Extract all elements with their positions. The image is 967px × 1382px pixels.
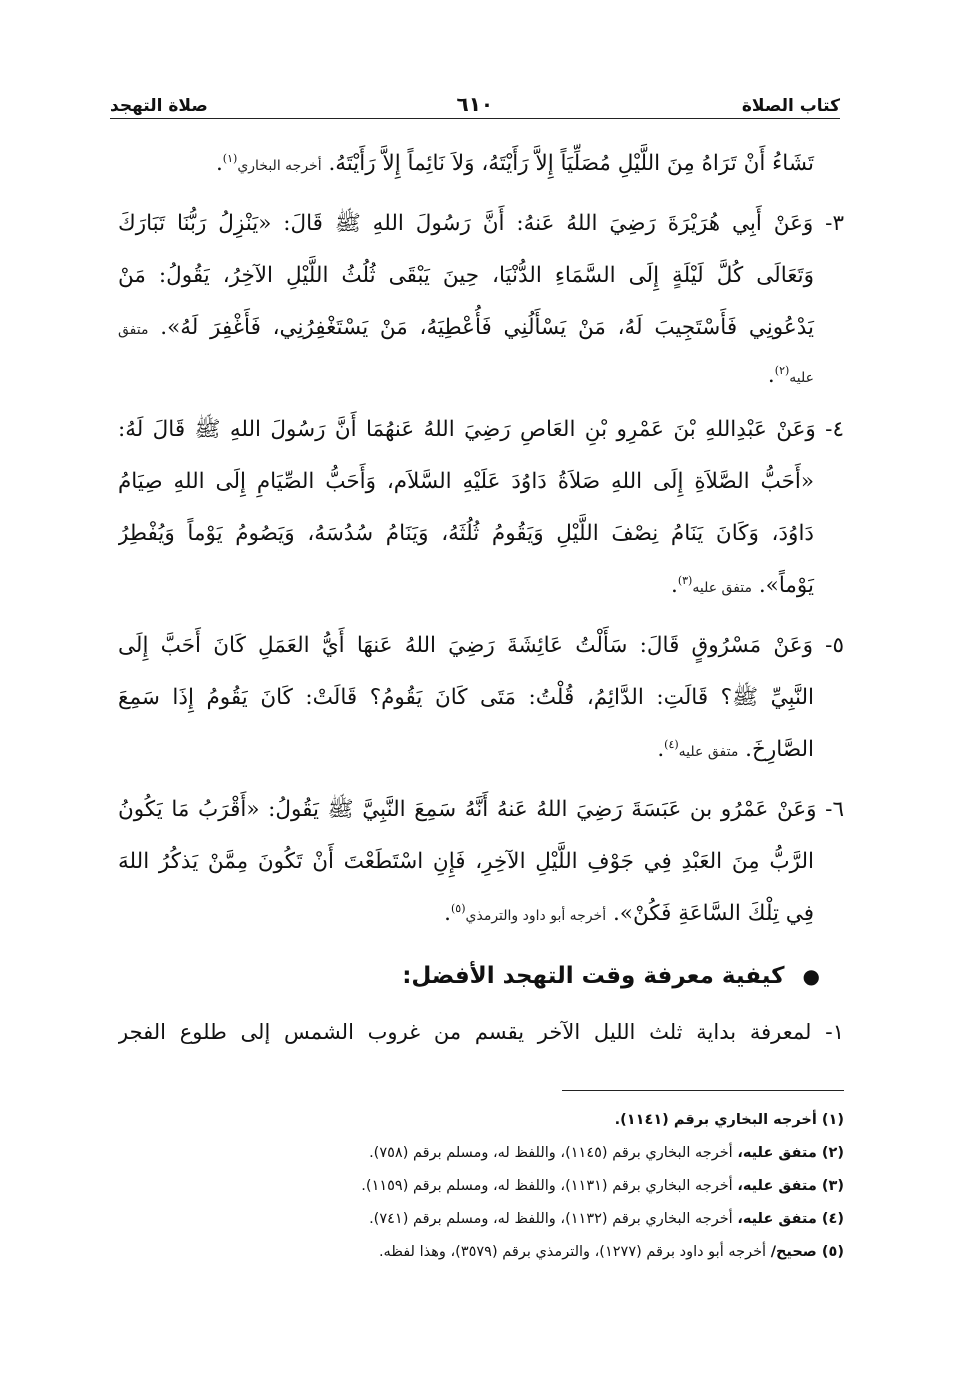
hadith-text-line: النَّبِيِّ ﷺ؟ قَالَتِ: الدَّائِمُ، قُلْتُ: مَتَى كَانَ يَقُومُ؟ قَالَتْ: كَانَ يَقُومُ إِذَا سَمِعَ [118,685,814,710]
hadith-text-line: يَوْماً». [758,573,814,598]
page-header [110,82,840,119]
footnote-ref: (١) [222,151,238,165]
footnote: (١) أخرجه البخاري برقم (١١٤١). [614,1112,844,1128]
hadith-text-line: الرَّبُّ مِنَ العَبْدِ فِي جَوْفِ اللَّيْلِ الآخِرِ، فَإِنِ اسْتَطَعْتَ أَنْ تَكُونَ مِمَّنْ يَذكُرُ اللهَ [118,849,814,874]
footnotes [118,1104,844,1269]
hadith-source: أخرجه أبو داود والترمذي [465,908,607,924]
hadith-text-line: تَشَاءُ أَنْ تَرَاهُ مِنَ اللَّيْلِ مُصَلِّيَاً إِلاَّ رَأَيْتَهُ، وَلاَ نَائِماً إِلاَّ رَأَيْتَهُ. [328,151,814,176]
footnote-ref: (٥) [451,901,466,915]
book-title: كتاب الصلاة [741,96,840,116]
page-number: ٦١٠ [456,92,494,116]
hadith-5: ٥- وَعَنْ مَسْرُوقٍ قَالَ: سَأَلْتُ عَائِشَةَ رَضِيَ اللهُ عَنهَا أَيُّ العَمَلِ كَانَ أَحَبَّ إِلَى النَّبِيِّ ﷺ؟ قَالَتِ: الدَّائِمُ، قُلْتُ: مَتَى كَانَ يَقُومُ؟ قَالَتْ: كَانَ يَقُومُ إِذَا سَمِعَ الصَّارِخَ. متفق عليه$^{(٤)}$. [118,620,844,778]
hadith-text-line: ٥- وَعَنْ مَسْرُوقٍ قَالَ: سَأَلْتُ عَائِشَةَ رَضِيَ اللهُ عَنهَا أَيُّ العَمَلِ كَانَ أَحَبَّ إِلَى [118,633,844,658]
hadith-text-line: ٣- وَعَنْ أَبِي هُرَيْرَةَ رَضِيَ اللهُ عَنهُ: أَنَّ رَسُولَ اللهِ ﷺ قَالَ: «يَنْزِلُ رَبُّنَا تَبَارَكَ [118,211,844,236]
main-text [118,138,844,1060]
footnote-ref: (٤) [664,737,679,751]
hadith-4: ٤- وَعَنْ عَبْدِاللهِ بْنَ عَمْرِو بْنِ العَاصِ رَضِيَ اللهُ عَنهُمَا أَنَّ رَسُولَ اللهِ ﷺ قَالَ لَهُ: «أَحَبُّ الصَّلاَةِ إِلَى اللهِ صَلاَةُ دَاوُدَ عَلَيْهِ السَّلاَم، وَأَحَبُّ الصِّيَامِ إِلَى اللهِ صِيَامُ دَاوُدَ، وَكَانَ يَنَامُ نِصْفَ اللَّيْلِ وَيَقُومُ ثُلُثَهُ، وَيَنَامُ سُدُسَهُ، وَيَصُومُ يَوْماً وَيُفْطِرُ يَوْماً». متفق عليه$^{(٣)}$. [118,404,844,614]
hadith-source: متفق عليه [678,744,739,760]
hadith-text-line: الصَّارِخَ. [745,737,814,762]
hadith-text-line: ٦- وَعَنْ عَمْرُو بن عَبَسَةَ رَضِيَ اللهُ عَنهُ أَنَّهُ سَمِعَ النَّبِيَّ ﷺ يَقُولُ: «أَقْرَبُ مَا يَكُونُ [118,797,844,822]
hadith-source: أخرجه البخاري [237,158,322,174]
hadith-continuation: تَشَاءُ أَنْ تَرَاهُ مِنَ اللَّيْلِ مُصَلِّيَاً إِلاَّ رَأَيْتَهُ، وَلاَ نَائِماً إِلاَّ رَأَيْتَهُ. أخرجه البخاري$^{(١)}$. [215,151,814,176]
hadith-text-line: دَاوُدَ، وَكَانَ يَنَامُ نِصْفَ اللَّيْلِ وَيَقُومُ ثُلُثَهُ، وَيَنَامُ سُدُسَهُ، وَيَصُومُ يَوْماً وَيُفْطِرُ [118,521,814,546]
hadith-source: متفق عليه [692,580,752,596]
hadith-3: ٣- وَعَنْ أَبِي هُرَيْرَةَ رَضِيَ اللهُ عَنهُ: أَنَّ رَسُولَ اللهِ ﷺ قَالَ: «يَنْزِلُ رَبُّنَا تَبَارَكَ وَتَعَالَى كُلَّ لَيْلَةٍ إِلَى السَّمَاءِ الدُّنْيَا، حِينَ يَبْقَى ثُلُثُ اللَّيْلِ الآخِرُ، يَقُولُ: مَنْ يَدْعُونِي فَأَسْتَجِيبَ لَهُ، مَنْ يَسْأَلُنِي فَأُعْطِيَهُ، مَنْ يَسْتَغْفِرُنِي، فَأَغْفِرَ لَهُ». متفق عليه$^{(٢)}$. [118,198,844,398]
footnote-divider [562,1090,844,1091]
hadith-6: ٦- وَعَنْ عَمْرُو بن عَبَسَةَ رَضِيَ اللهُ عَنهُ أَنَّهُ سَمِعَ النَّبِيَّ ﷺ يَقُولُ: «أَقْرَبُ مَا يَكُونُ الرَّبُّ مِنَ العَبْدِ فِي جَوْفِ اللَّيْلِ الآخِرِ، فَإِنِ اسْتَطَعْتَ أَنْ تَكُونَ مِمَّنْ يَذكُرُ اللهَ فِي تِلْكَ السَّاعَةِ فَكُنْ». أخرجه أبو داود والترمذي$^{(٥)}$. [118,784,844,942]
hadith-source: عليه [789,370,814,386]
footnote: (٤) متفق عليه، أخرجه البخاري برقم (١١٣٢)، واللفظ له، ومسلم برقم (٧٤١). [369,1211,844,1227]
footnote: (٥) صحيح/ أخرجه أبو داود برقم (١٢٧٧)، والترمذي برقم (٣٥٧٩)، وهذا لفظه. [378,1244,844,1260]
hadith-text-line: فِي تِلْكَ السَّاعَةِ فَكُنْ». [612,901,814,926]
hadith-text-line: يَدْعُونِي فَأَسْتَجِيبَ لَهُ، مَنْ يَسْأَلُنِي فَأُعْطِيَهُ، مَنْ يَسْتَغْفِرُنِي، فَأَغْفِرَ لَهُ». [160,315,814,340]
chapter-title: صلاة التهجد [110,96,208,116]
section-heading-text: كيفية معرفة وقت التهجد الأفضل: [402,963,785,989]
footnote-ref: (٢) [774,363,790,377]
hadith-text-line: وَتَعَالَى كُلَّ لَيْلَةٍ إِلَى السَّمَاءِ الدُّنْيَا، حِينَ يَبْقَى ثُلُثُ اللَّيْلِ الآخِرُ، يَقُولُ: مَنْ [118,263,814,288]
footnote: (٢) متفق عليه، أخرجه البخاري برقم (١١٤٥)، واللفظ له، ومسلم برقم (٧٥٨). [369,1145,844,1161]
bullet-icon: ● [802,964,820,988]
footnote: (٣) متفق عليه، أخرجه البخاري برقم (١١٣١)، واللفظ له، ومسلم برقم (١١٥٩). [361,1178,844,1194]
hadith-text-line: «أَحَبُّ الصَّلاَةِ إِلَى اللهِ صَلاَةُ دَاوُدَ عَلَيْهِ السَّلاَم، وَأَحَبُّ الصِّيَامِ إِلَى اللهِ صِيَامُ [118,469,814,494]
footnote-ref: (٣) [677,573,693,587]
section-heading [118,948,844,1004]
hadith-source: متفق [118,322,149,338]
section-item: ١- لمعرفة بداية ثلث الليل الآخر يقسم من غروب الشمس إلى طلوع الفجر [118,1020,844,1044]
hadith-text-line: ٤- وَعَنْ عَبْدِاللهِ بْنَ عَمْرِو بْنِ العَاصِ رَضِيَ اللهُ عَنهُمَا أَنَّ رَسُولَ اللهِ ﷺ قَالَ لَهُ: [118,417,844,442]
